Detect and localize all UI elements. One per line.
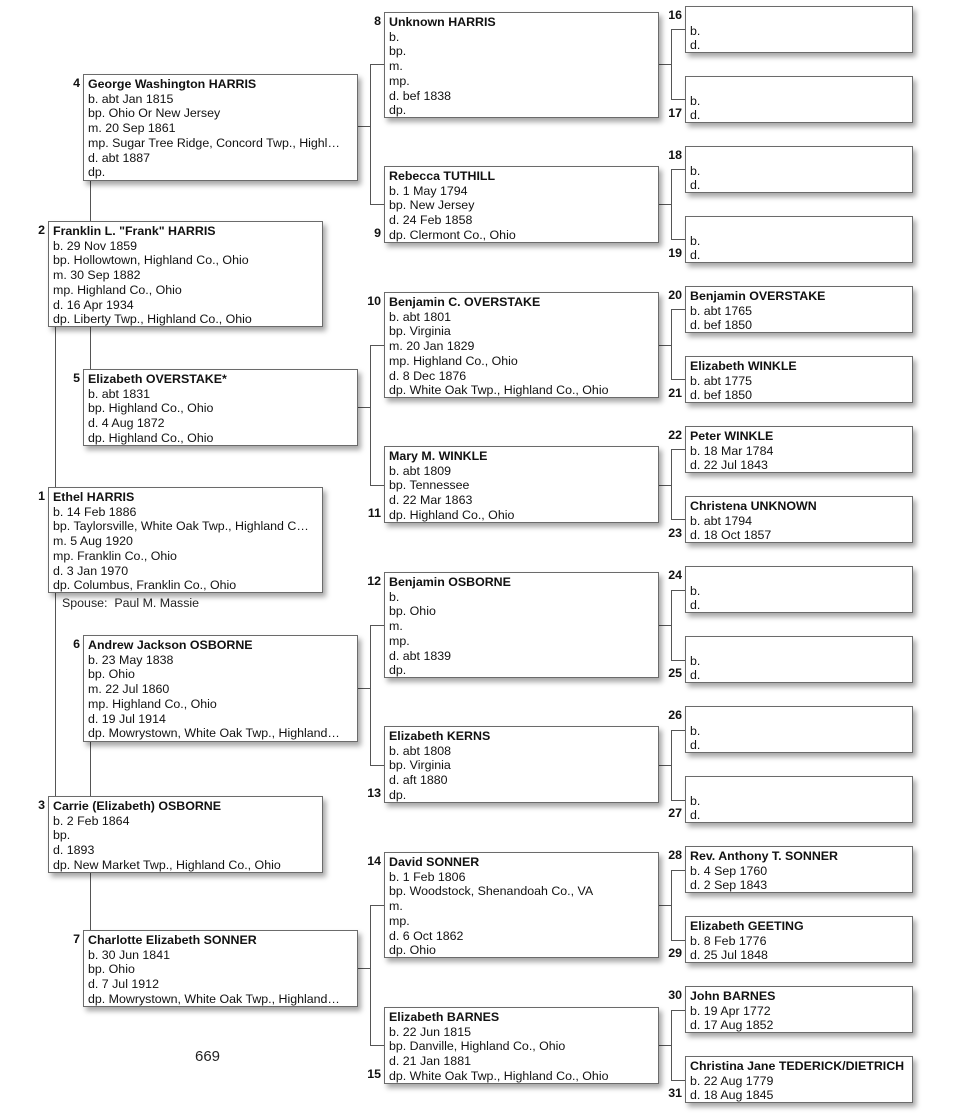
connector-line <box>671 590 685 591</box>
person-name <box>690 9 908 24</box>
person-fact: bp. Ohio <box>88 667 135 682</box>
connector-line <box>357 688 370 689</box>
spouse-line <box>62 596 199 610</box>
person-fact: b. 22 Aug 1779 <box>690 1073 774 1088</box>
person-name: Peter WINKLE <box>690 429 774 443</box>
connector-line <box>671 800 685 801</box>
connector-line <box>671 1010 685 1011</box>
person-fact: m. 30 Sep 1882 <box>53 268 141 283</box>
ahnentafel-number: 20 <box>668 288 682 302</box>
person-fact: b. 1 May 1794 <box>389 183 468 198</box>
person-name: Rev. Anthony T. SONNER <box>690 849 839 863</box>
person-name: John BARNES <box>690 989 776 1003</box>
person-fact: m. <box>389 59 403 74</box>
person-box-27[interactable] <box>685 776 913 823</box>
connector-line <box>370 905 371 1045</box>
person-fact: mp. Franklin Co., Ohio <box>53 548 177 563</box>
person-fact: b. <box>690 23 701 38</box>
connector-line <box>671 1010 672 1080</box>
connector-line <box>658 1045 671 1046</box>
ahnentafel-number: 2 <box>38 223 45 237</box>
connector-line <box>671 29 672 99</box>
connector-line <box>370 345 384 346</box>
ahnentafel-number: 28 <box>668 848 682 862</box>
person-fact: b. 18 Mar 1784 <box>690 443 774 458</box>
person-fact: b. <box>690 653 701 668</box>
person-box-13[interactable] <box>384 726 659 803</box>
person-fact: d. 3 Jan 1970 <box>53 563 129 578</box>
connector-line <box>370 204 384 205</box>
person-box-11[interactable] <box>384 446 659 523</box>
connector-line <box>671 379 685 380</box>
person-name <box>690 709 908 724</box>
person-fact: b. abt 1809 <box>389 463 452 478</box>
person-fact: b. 23 May 1838 <box>88 652 174 667</box>
person-name: Benjamin OVERSTAKE <box>690 289 826 303</box>
ahnentafel-number: 1 <box>38 489 45 503</box>
person-fact: dp. Mowrystown, White Oak Twp., Highland… <box>88 991 340 1006</box>
person-box-22[interactable] <box>685 426 913 473</box>
person-fact: mp. Highland Co., Ohio <box>88 696 217 711</box>
connector-line <box>671 940 685 941</box>
person-name: Christina Jane TEDERICK/DIETRICH <box>690 1059 905 1073</box>
person-fact: dp. Highland Co., Ohio <box>88 430 214 445</box>
ahnentafel-number: 7 <box>73 932 80 946</box>
person-fact: d. 1893 <box>53 843 95 858</box>
person-fact: d. 7 Jul 1912 <box>88 977 159 992</box>
person-fact: b. 30 Jun 1841 <box>88 947 170 962</box>
person-fact: b. 8 Feb 1776 <box>690 933 767 948</box>
person-name: Christena UNKNOWN <box>690 499 817 513</box>
connector-line <box>671 660 685 661</box>
person-box-25[interactable] <box>685 636 913 683</box>
person-fact: d. 18 Aug 1845 <box>690 1088 774 1103</box>
connector-line <box>370 905 384 906</box>
person-fact: dp. Clermont Co., Ohio <box>389 227 516 242</box>
connector-line <box>90 326 91 369</box>
ahnentafel-number: 30 <box>668 988 682 1002</box>
connector-line <box>658 64 671 65</box>
spouse-name[interactable]: Paul M. Massie <box>114 596 200 610</box>
connector-line <box>671 309 685 310</box>
ahnentafel-number: 25 <box>668 666 682 680</box>
person-fact: dp. Highland Co., Ohio <box>389 507 515 522</box>
person-fact: b. abt 1775 <box>690 373 753 388</box>
ahnentafel-number: 3 <box>38 798 45 812</box>
person-fact: bp. Ohio Or New Jersey <box>88 106 221 121</box>
person-box-18[interactable] <box>685 146 913 193</box>
person-fact: b. abt Jan 1815 <box>88 91 174 106</box>
connector-line <box>671 309 672 379</box>
person-fact: b. 4 Sep 1760 <box>690 863 768 878</box>
person-fact: bp. Ohio <box>88 962 135 977</box>
person-name <box>690 569 908 584</box>
person-name <box>690 79 908 94</box>
person-box-4[interactable] <box>83 74 358 181</box>
person-fact: b. <box>690 93 701 108</box>
person-fact: dp. Liberty Twp., Highland Co., Ohio <box>53 312 252 327</box>
person-fact: b. abt 1831 <box>88 386 151 401</box>
person-fact: m. 5 Aug 1920 <box>53 534 133 549</box>
person-fact: b. <box>690 793 701 808</box>
connector-line <box>671 169 672 239</box>
person-fact: b. abt 1794 <box>690 513 753 528</box>
person-fact: d. 19 Jul 1914 <box>88 711 166 726</box>
ahnentafel-number: 6 <box>73 637 80 651</box>
person-fact: bp. <box>53 828 71 843</box>
person-box-12[interactable] <box>384 572 659 678</box>
person-name: Charlotte Elizabeth SONNER <box>88 933 257 947</box>
person-name: Benjamin C. OVERSTAKE <box>389 295 541 309</box>
person-fact: dp. <box>389 787 407 802</box>
connector-line <box>370 1045 384 1046</box>
ahnentafel-number: 11 <box>367 506 381 520</box>
person-box-24[interactable] <box>685 566 913 613</box>
person-box-31[interactable] <box>685 1056 913 1103</box>
connector-line <box>90 872 91 930</box>
person-box-16[interactable] <box>685 6 913 53</box>
person-box-10[interactable] <box>384 292 659 398</box>
ahnentafel-number: 14 <box>367 854 381 868</box>
person-fact: d. 2 Sep 1843 <box>690 878 768 893</box>
person-fact: d. 6 Oct 1862 <box>389 928 464 943</box>
person-box-23[interactable] <box>685 496 913 543</box>
person-fact: bp. Hollowtown, Highland Co., Ohio <box>53 253 249 268</box>
person-fact: d. <box>690 38 701 53</box>
person-fact: dp. <box>88 165 106 180</box>
person-fact: d. 22 Jul 1843 <box>690 458 768 473</box>
person-fact: b. 29 Nov 1859 <box>53 238 138 253</box>
person-fact: d. 21 Jan 1881 <box>389 1054 471 1069</box>
connector-line <box>671 1080 685 1081</box>
connector-line <box>671 870 685 871</box>
connector-line <box>658 485 671 486</box>
person-fact: bp. Highland Co., Ohio <box>88 401 214 416</box>
connector-line <box>671 99 685 100</box>
person-fact: d. bef 1850 <box>690 318 753 333</box>
connector-line <box>370 625 384 626</box>
person-box-14[interactable] <box>384 852 659 958</box>
connector-line <box>658 204 671 205</box>
person-name: Rebecca TUTHILL <box>389 169 496 183</box>
ahnentafel-number: 18 <box>668 148 682 162</box>
person-box-20[interactable] <box>685 286 913 333</box>
person-box-28[interactable] <box>685 846 913 893</box>
person-fact: m. <box>389 899 403 914</box>
person-box-15[interactable] <box>384 1007 659 1084</box>
person-name: Benjamin OSBORNE <box>389 575 511 589</box>
person-fact: d. 18 Oct 1857 <box>690 528 772 543</box>
ahnentafel-number: 17 <box>668 106 682 120</box>
spouse-label: Spouse: <box>62 596 108 610</box>
connector-line <box>370 485 384 486</box>
person-name: Elizabeth KERNS <box>389 729 491 743</box>
ahnentafel-number: 8 <box>374 14 381 28</box>
person-fact: d. aft 1880 <box>389 773 448 788</box>
person-fact: b. <box>690 583 701 598</box>
person-name: Elizabeth BARNES <box>389 1010 500 1024</box>
person-box-26[interactable] <box>685 706 913 753</box>
ahnentafel-number: 23 <box>668 526 682 540</box>
person-fact: b. abt 1765 <box>690 303 753 318</box>
person-fact: d. 8 Dec 1876 <box>389 368 467 383</box>
person-fact: d. <box>690 248 701 263</box>
person-fact: b. abt 1808 <box>389 743 452 758</box>
person-box-17[interactable] <box>685 76 913 123</box>
person-fact: mp. Highland Co., Ohio <box>389 353 518 368</box>
person-fact: dp. White Oak Twp., Highland Co., Ohio <box>389 1068 609 1083</box>
person-fact: d. <box>690 738 701 753</box>
person-fact: b. abt 1801 <box>389 309 452 324</box>
ahnentafel-number: 27 <box>668 806 682 820</box>
ahnentafel-number: 24 <box>668 568 682 582</box>
connector-line <box>370 345 371 485</box>
person-name <box>690 149 908 164</box>
person-name: David SONNER <box>389 855 480 869</box>
person-fact: mp. Highland Co., Ohio <box>53 282 182 297</box>
person-fact: d. <box>690 108 701 123</box>
person-fact: b. <box>389 589 400 604</box>
person-name: Carrie (Elizabeth) OSBORNE <box>53 799 221 813</box>
person-box-2[interactable] <box>48 221 323 327</box>
person-fact: d. 24 Feb 1858 <box>389 213 473 228</box>
ahnentafel-number: 19 <box>668 246 682 260</box>
ahnentafel-number: 16 <box>668 8 682 22</box>
person-fact: bp. Taylorsville, White Oak Twp., Highland C… <box>53 519 309 534</box>
person-fact: bp. New Jersey <box>389 198 475 213</box>
person-fact: b. <box>690 233 701 248</box>
person-fact: d. 25 Jul 1848 <box>690 948 768 963</box>
person-name: Franklin L. "Frank" HARRIS <box>53 224 216 238</box>
connector-line <box>658 625 671 626</box>
person-fact: d. bef 1850 <box>690 388 753 403</box>
person-fact: d. <box>690 178 701 193</box>
connector-line <box>90 741 91 796</box>
person-name: Elizabeth OVERSTAKE* <box>88 372 227 386</box>
connector-line <box>671 730 672 800</box>
ahnentafel-number: 12 <box>367 574 381 588</box>
ahnentafel-number: 5 <box>73 371 80 385</box>
connector-line <box>90 180 91 221</box>
connector-line <box>658 905 671 906</box>
ahnentafel-number: 9 <box>374 226 381 240</box>
person-fact: b. 19 Apr 1772 <box>690 1003 771 1018</box>
person-fact: bp. <box>389 44 407 59</box>
person-fact: m. 22 Jul 1860 <box>88 682 170 697</box>
connector-line <box>357 407 370 408</box>
person-fact: d. 16 Apr 1934 <box>53 297 134 312</box>
person-fact: dp. White Oak Twp., Highland Co., Ohio <box>389 383 609 398</box>
connector-line <box>671 870 672 940</box>
ahnentafel-number: 26 <box>668 708 682 722</box>
person-name: Andrew Jackson OSBORNE <box>88 638 253 652</box>
person-fact: b. <box>389 29 400 44</box>
person-fact: mp. Sugar Tree Ridge, Concord Twp., Highl… <box>88 135 340 150</box>
connector-line <box>671 29 685 30</box>
person-name <box>690 639 908 654</box>
person-fact: d. 17 Aug 1852 <box>690 1018 774 1033</box>
person-fact: d. bef 1838 <box>389 88 452 103</box>
person-fact: mp. <box>389 73 410 88</box>
person-box-9[interactable] <box>384 166 659 243</box>
connector-line <box>55 592 56 796</box>
person-fact: bp. Ohio <box>389 604 436 619</box>
person-fact: bp. Virginia <box>389 324 451 339</box>
connector-line <box>671 169 685 170</box>
person-box-7[interactable] <box>83 930 358 1007</box>
ahnentafel-number: 21 <box>668 386 682 400</box>
connector-line <box>671 449 672 519</box>
person-fact: b. 22 Jun 1815 <box>389 1024 471 1039</box>
person-fact: dp. <box>389 663 407 678</box>
person-fact: mp. <box>389 913 410 928</box>
page-number: 669 <box>195 1048 221 1065</box>
person-fact: m. 20 Sep 1861 <box>88 121 176 136</box>
person-fact: m. <box>389 619 403 634</box>
person-fact: d. abt 1887 <box>88 150 151 165</box>
connector-line <box>357 126 370 127</box>
person-name: George Washington HARRIS <box>88 77 257 91</box>
connector-line <box>671 519 685 520</box>
person-fact: d. <box>690 808 701 823</box>
ahnentafel-number: 31 <box>668 1086 682 1100</box>
person-box-8[interactable] <box>384 12 659 118</box>
person-fact: mp. <box>389 633 410 648</box>
person-name: Ethel HARRIS <box>53 490 135 504</box>
ahnentafel-number: 15 <box>367 1067 381 1081</box>
ahnentafel-number: 4 <box>73 76 80 90</box>
person-fact: dp. Ohio <box>389 943 436 958</box>
connector-line <box>671 730 685 731</box>
person-fact: dp. New Market Twp., Highland Co., Ohio <box>53 857 281 872</box>
person-name: Unknown HARRIS <box>389 15 496 29</box>
ahnentafel-number: 22 <box>668 428 682 442</box>
person-fact: b. <box>690 163 701 178</box>
person-name <box>690 219 908 234</box>
connector-line <box>671 239 685 240</box>
person-box-1[interactable] <box>48 487 323 593</box>
person-name <box>690 779 908 794</box>
person-fact: b. <box>690 723 701 738</box>
connector-line <box>370 64 371 204</box>
ahnentafel-number: 13 <box>367 786 381 800</box>
connector-line <box>658 345 671 346</box>
connector-line <box>370 64 384 65</box>
connector-line <box>357 968 370 969</box>
person-fact: bp. Virginia <box>389 758 451 773</box>
person-fact: dp. Mowrystown, White Oak Twp., Highland… <box>88 726 340 741</box>
person-fact: d. 22 Mar 1863 <box>389 493 473 508</box>
person-name: Elizabeth WINKLE <box>690 359 797 373</box>
person-fact: b. 14 Feb 1886 <box>53 504 137 519</box>
person-fact: m. 20 Jan 1829 <box>389 339 475 354</box>
person-fact: dp. Columbus, Franklin Co., Ohio <box>53 578 237 593</box>
connector-line <box>55 326 56 487</box>
person-box-3[interactable] <box>48 796 323 873</box>
person-fact: d. 4 Aug 1872 <box>88 416 165 431</box>
person-box-21[interactable] <box>685 356 913 403</box>
connector-line <box>658 765 671 766</box>
connector-line <box>671 449 685 450</box>
connector-line <box>370 625 371 765</box>
person-fact: d. abt 1839 <box>389 648 452 663</box>
person-fact: bp. Woodstock, Shenandoah Co., VA <box>389 884 594 899</box>
person-box-6[interactable] <box>83 635 358 742</box>
person-box-19[interactable] <box>685 216 913 263</box>
person-fact: b. 1 Feb 1806 <box>389 869 466 884</box>
person-fact: bp. Danville, Highland Co., Ohio <box>389 1039 566 1054</box>
person-box-5[interactable] <box>83 369 358 446</box>
person-fact: d. <box>690 668 701 683</box>
connector-line <box>671 590 672 660</box>
person-fact: b. 2 Feb 1864 <box>53 813 130 828</box>
ahnentafel-number: 10 <box>367 294 381 308</box>
person-box-29[interactable] <box>685 916 913 963</box>
ahnentafel-number: 29 <box>668 946 682 960</box>
person-box-30[interactable] <box>685 986 913 1033</box>
person-fact: bp. Tennessee <box>389 478 470 493</box>
person-name: Elizabeth GEETING <box>690 919 804 933</box>
person-name: Mary M. WINKLE <box>389 449 488 463</box>
person-fact: d. <box>690 598 701 613</box>
person-fact: dp. <box>389 103 407 118</box>
connector-line <box>370 765 384 766</box>
